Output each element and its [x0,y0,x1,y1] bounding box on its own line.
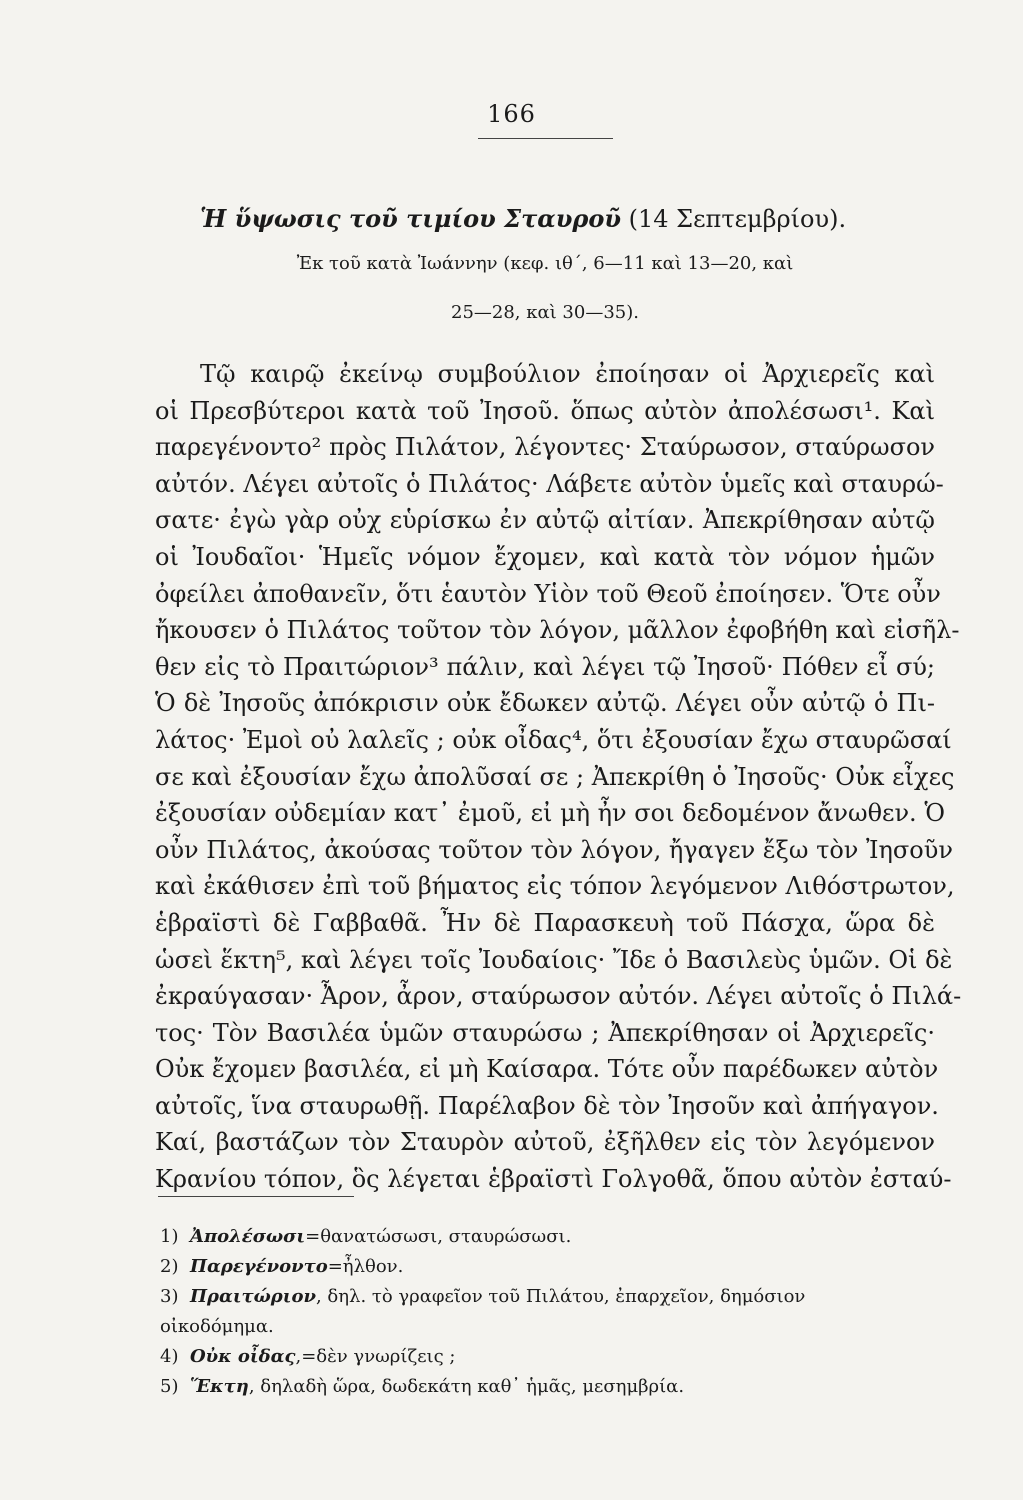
body-line: οἱ Πρεσβύτεροι κατὰ τοῦ Ἰησοῦ. ὅπως αὐτὸν ἀπολέσωσι¹. Καὶ [155,396,935,425]
footnote-rule [158,1196,354,1197]
footnote-term: Ἀπολέσωσι [190,1226,306,1247]
footnote-term: Ἕκτη [190,1376,249,1397]
footnote-4 [160,1342,940,1372]
body-line: Καί, βαστάζων τὸν Σταυρὸν αὐτοῦ, ἐξῆλθεν εἰς τὸν λεγόμενον [155,1128,935,1157]
footnote-term: Οὐκ οἶδας [190,1346,296,1367]
body-line: ἤκουσεν ὁ Πιλάτος τοῦτον τὸν λόγον, μᾶλλον ἐφοβήθη καὶ εἰσῆλ- [155,616,960,645]
footnote-definition: =ἦλθον. [327,1256,404,1277]
page-number: 166 [487,100,536,128]
footnote-term: Πραιτώριον [190,1286,316,1307]
body-line: ὡσεὶ ἕκτη⁵, καὶ λέγει τοῖς Ἰουδαίοις· Ἴδε ὁ Βασιλεὺς ὑμῶν. Οἱ δὲ [155,945,953,974]
scripture-reference-line-1: Ἐκ τοῦ κατὰ Ἰωάννην (κεφ. ιθ΄, 6—11 καὶ 13—20, καὶ [296,253,794,274]
footnote-5 [160,1372,940,1402]
footnote-term: Παρεγένοντο [190,1256,328,1277]
body-line: Τῷ καιρῷ ἐκείνῳ συμβούλιον ἐποίησαν οἱ Ἀρχιερεῖς καὶ [200,360,935,388]
footnote-number: 4) [160,1346,179,1367]
body-line: Ὁ δὲ Ἰησοῦς ἀπόκρισιν οὐκ ἔδωκεν αὐτῷ. Λέγει οὖν αὐτῷ ὁ Πι- [155,689,935,718]
footnote-3-continuation: οἰκοδόμημα. [160,1316,274,1337]
footnote-number: 2) [160,1256,179,1277]
footnote-3 [160,1282,940,1312]
body-line: τος· Τὸν Βασιλέα ὑμῶν σταυρώσω ; Ἀπεκρίθησαν οἱ Ἀρχιερεῖς· [155,1018,935,1047]
footnote-definition: , δηλαδὴ ὥρα, δωδεκάτη καθ᾽ ἡμᾶς, μεσημβρία. [248,1376,685,1397]
footnote-2 [160,1252,940,1282]
footnote-number: 5) [160,1376,179,1397]
body-line: σε καὶ ἐξουσίαν ἔχω ἀπολῦσαί σε ; Ἀπεκρίθη ὁ Ἰησοῦς· Οὐκ εἶχες [155,762,955,791]
page-number-rule [478,138,613,139]
body-line: ἐκραύγασαν· Ἆρον, ἆρον, σταύρωσον αὐτόν. Λέγει αὐτοῖς ὁ Πιλά- [155,982,962,1011]
body-line: σατε· ἐγὼ γὰρ οὐχ εὑρίσκω ἐν αὐτῷ αἰτίαν. Ἀπεκρίθησαν αὐτῷ [155,506,935,535]
footnote-number: 3) [160,1286,179,1307]
footnote-definition: , δηλ. τὸ γραφεῖον τοῦ Πιλάτου, ἐπαρχεῖον, δημόσιον [315,1286,806,1307]
footnote-definition: =θανατώσωσι, σταυρώσωσι. [305,1226,572,1247]
section-title [200,204,846,233]
scripture-reference-line-2: 25—28, καὶ 30—35). [451,302,639,323]
body-line: παρεγένοντο² πρὸς Πιλάτον, λέγοντες· Σταύρωσον, σταύρωσον [155,433,935,462]
body-line: ἑβραϊστὶ δὲ Γαββαθᾶ. Ἦν δὲ Παρασκευὴ τοῦ Πάσχα, ὥρα δὲ [155,908,935,937]
body-line: Οὐκ ἔχομεν βασιλέα, εἰ μὴ Καίσαρα. Τότε οὖν παρέδωκεν αὐτὸν [155,1055,939,1084]
body-line: οἱ Ἰουδαῖοι· Ἡμεῖς νόμον ἔχομεν, καὶ κατὰ τὸν νόμον ἡμῶν [155,542,935,571]
body-line: ἐξουσίαν οὐδεμίαν κατ᾽ ἐμοῦ, εἰ μὴ ἦν σοι δεδομένον ἄνωθεν. Ὁ [155,799,945,828]
body-line: οὖν Πιλάτος, ἀκούσας τοῦτον τὸν λόγον, ἤγαγεν ἔξω τὸν Ἰησοῦν [155,835,953,864]
body-line: αὐτοῖς, ἵνα σταυρωθῇ. Παρέλαβον δὲ τὸν Ἰησοῦν καὶ ἀπήγαγον. [155,1091,939,1120]
footnote-number: 1) [160,1226,179,1247]
footnote-definition: ,=δὲν γνωρίζεις ; [295,1346,456,1367]
body-line: καὶ ἐκάθισεν ἐπὶ τοῦ βήματος εἰς τόπον λεγόμενον Λιθόστρωτον, [155,872,955,901]
body-line: θεν εἰς τὸ Πραιτώριον³ πάλιν, καὶ λέγει τῷ Ἰησοῦ· Πόθεν εἶ σύ; [155,652,935,681]
body-text [155,356,962,1198]
section-title-date: (14 Σεπτεμβρίου). [628,205,847,233]
footnote-1 [160,1222,940,1252]
body-line: αὐτόν. Λέγει αὐτοῖς ὁ Πιλάτος· Λάβετε αὐτὸν ὑμεῖς καὶ σταυρώ- [155,469,944,498]
body-line: ὀφείλει ἀποθανεῖν, ὅτι ἑαυτὸν Υἱὸν τοῦ Θεοῦ ἐποίησεν. Ὅτε οὖν [155,579,941,608]
section-title-main: Ἡ ὕψωσις τοῦ τιμίου Σταυροῦ [200,204,621,233]
footnotes [160,1222,940,1402]
body-line: λάτος· Ἐμοὶ οὐ λαλεῖς ; οὐκ οἶδας⁴, ὅτι ἐξουσίαν ἔχω σταυρῶσαί [155,725,952,754]
body-line: Κρανίου τόπον, ὃς λέγεται ἑβραϊστὶ Γολγοθᾶ, ὅπου αὐτὸν ἐσταύ- [155,1165,952,1194]
